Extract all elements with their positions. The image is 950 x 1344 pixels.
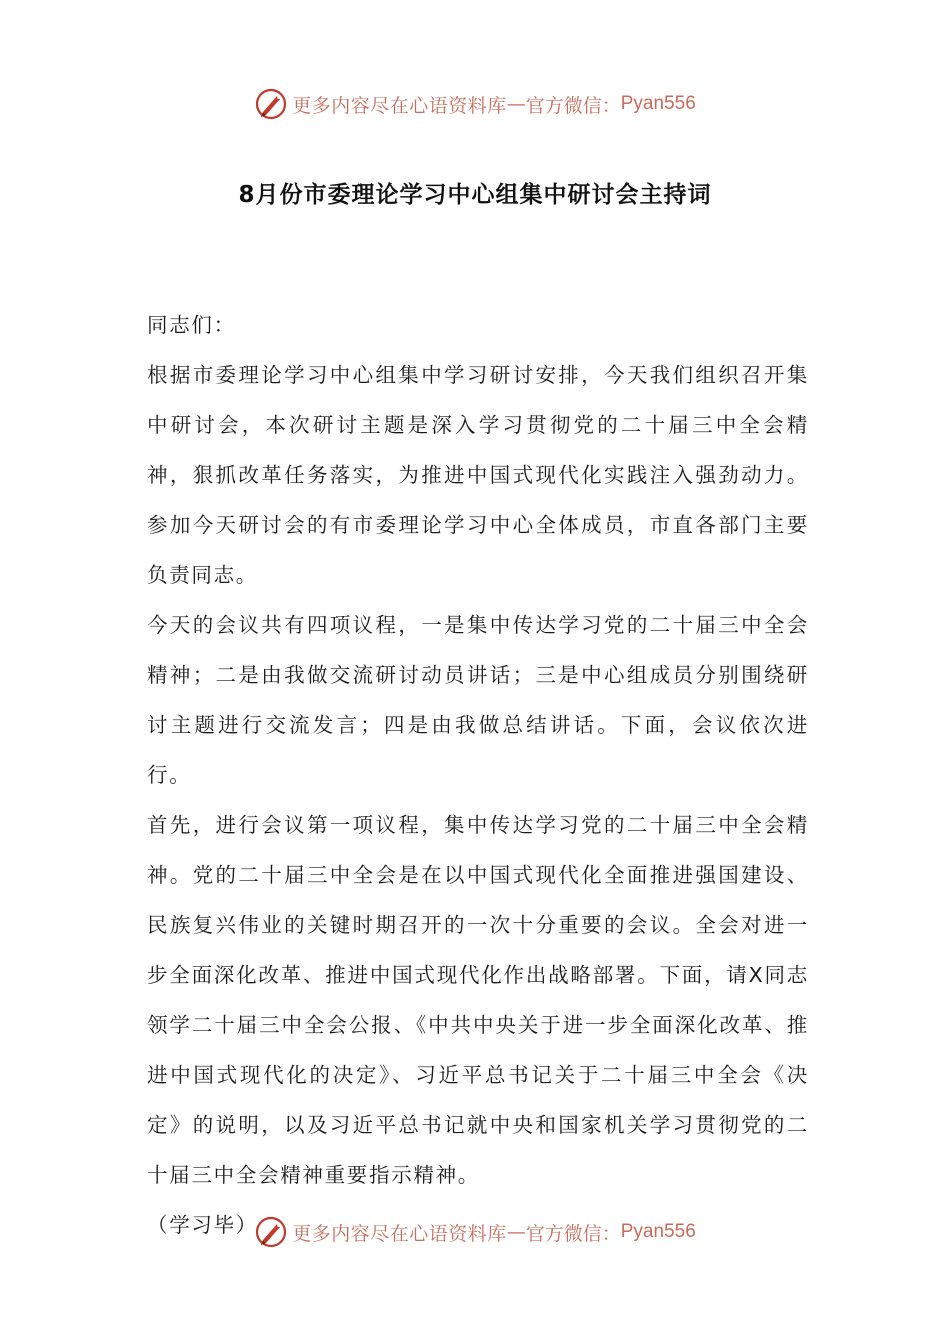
watermark-wechat-label: 官方微信： (525, 94, 621, 117)
document-title: 8月份市委理论学习中心组集中研讨会主持词 (238, 182, 712, 208)
document-body (147, 300, 809, 1250)
pen-logo-icon (254, 87, 288, 121)
watermark-brand-text: 更多内容尽在心语资料库 (292, 1222, 507, 1245)
paragraph-salutation: 同志们： (147, 313, 236, 337)
watermark-wechat-label: 官方微信： (525, 1222, 621, 1245)
watermark-wechat-id: Pyan556 (620, 93, 696, 114)
paragraph-intro: 根据市委理论学习中心组集中学习研讨安排，今天我们组织召开集中研讨会，本次研讨主题是深入学习贯彻党的二十届三中全会精神，狠抓改革任务落实，为推进中国式现代化实践注入强劲动力。参加今天研讨会的有市委理论学习中心全体成员，市直各部门主要负责同志。 (147, 363, 809, 587)
paragraph-study-done: （学习毕） (147, 1213, 258, 1237)
watermark-wechat-id: Pyan556 (620, 1221, 696, 1242)
pen-logo-icon (254, 1215, 288, 1249)
paragraph-first-item: 首先，进行会议第一项议程，集中传达学习党的二十届三中全会精神。党的二十届三中全会是在以中国式现代化全面推进强国建设、民族复兴伟业的关键时期召开的一次十分重要的会议。全会对进一步全面深化改革、推进中国式现代化作出战略部署。下面，请X同志领学二十届三中全会公报、《中共中央关于进一步全面深化改革、推进中国式现代化的决定》、习近平总书记关于二十届三中全会《决定》的说明，以及习近平总书记就中央和国家机关学习贯彻党的二十届三中全会精神重要指示精神。 (147, 813, 809, 1187)
watermark-dash: — (506, 93, 526, 115)
watermark-dash: — (506, 1221, 526, 1243)
watermark-banner-top (0, 84, 950, 124)
paragraph-agenda: 今天的会议共有四项议程，一是集中传达学习党的二十届三中全会精神；二是由我做交流研讨动员讲话；三是中心组成员分别围绕研讨主题进行交流发言；四是由我做总结讲话。下面，会议依次进行。 (147, 613, 809, 787)
watermark-banner-bottom (0, 1212, 950, 1252)
watermark-brand-text: 更多内容尽在心语资料库 (292, 94, 507, 117)
